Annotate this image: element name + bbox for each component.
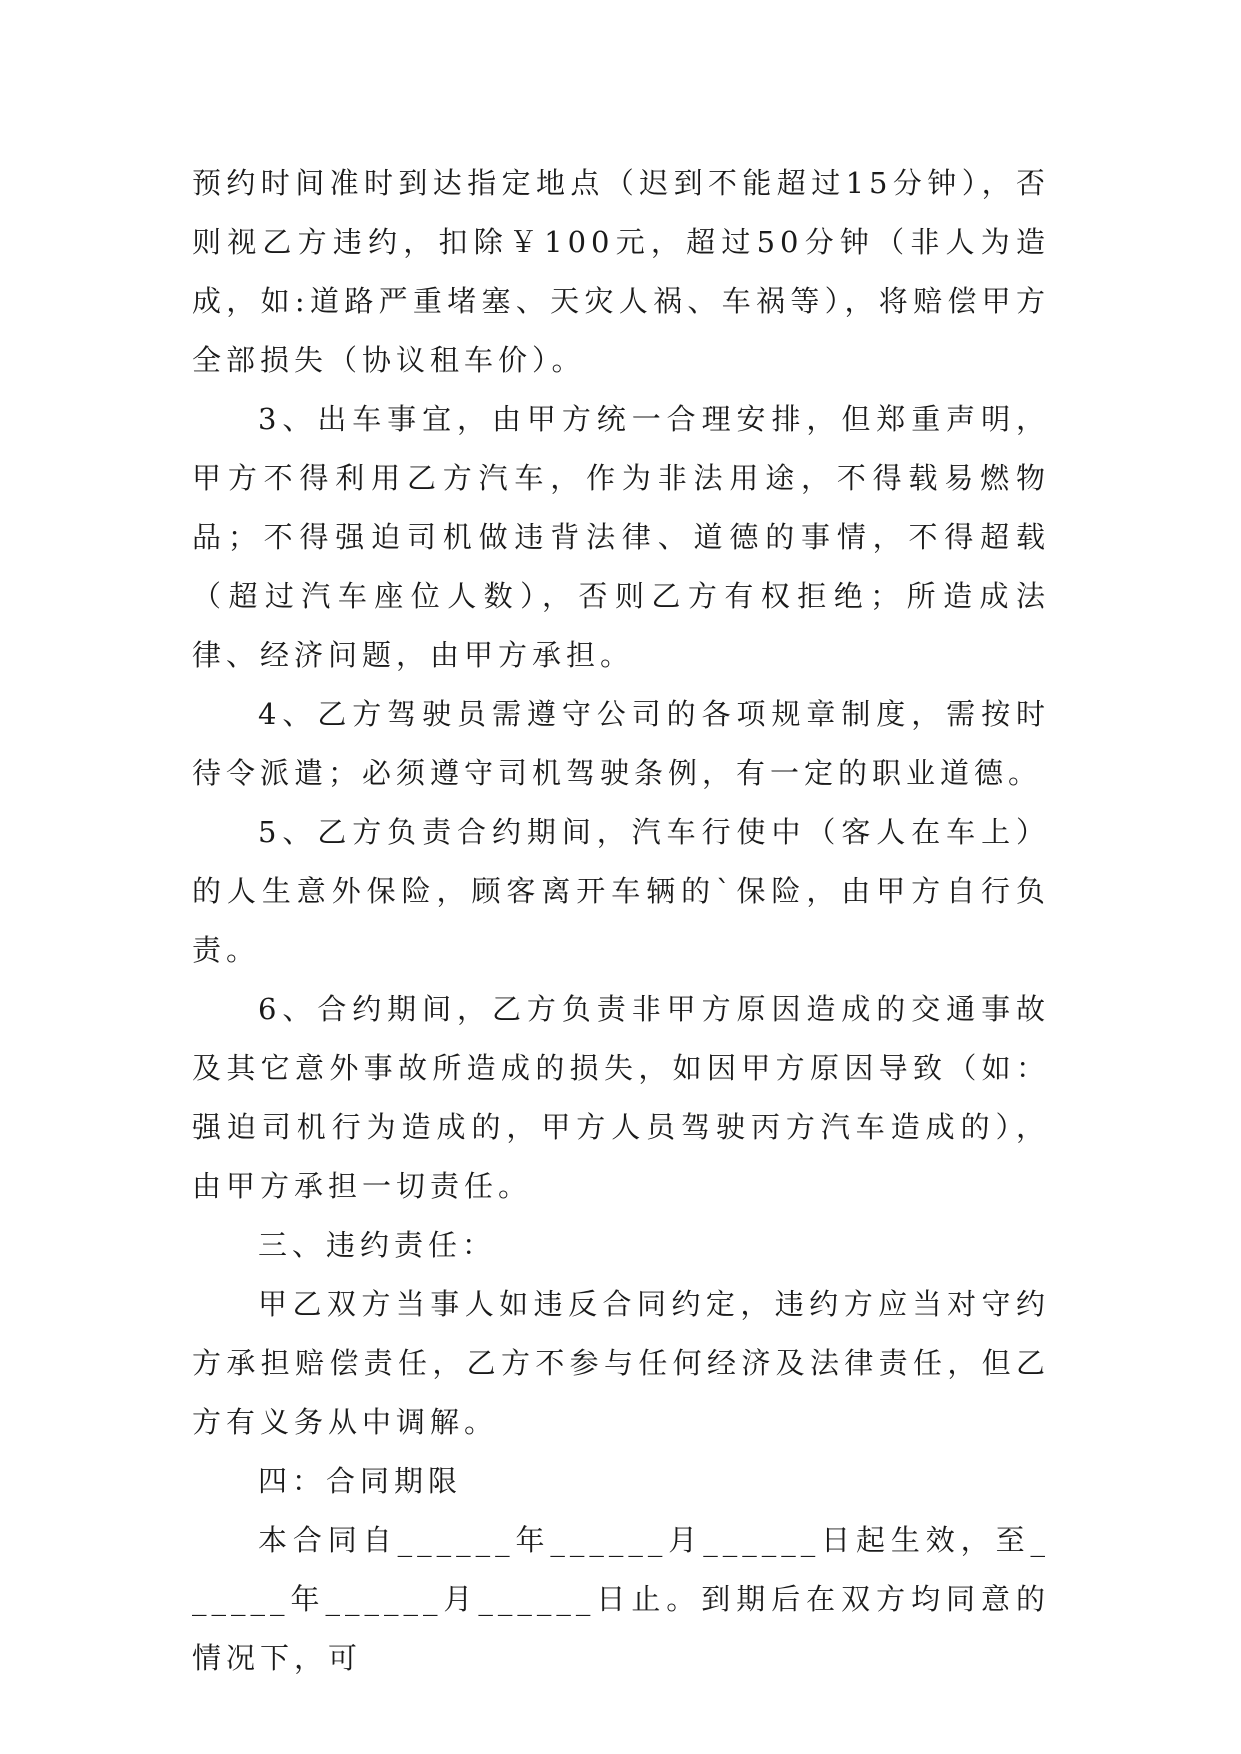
contract-term-paragraph: 本合同自______年______月______日起生效，至______年______月______日止。到期后在双方均同意的情况下，可 [192,1523,1050,1675]
clause-4: 4、乙方驾驶员需遵守公司的各项规章制度，需按时待令派遣；必须遵守司机驾驶条例，有一定的职业道德。 [192,697,1050,790]
clause-3: 3、出车事宜，由甲方统一合理安排，但郑重声明，甲方不得利用乙方汽车，作为非法用途，不得载易燃物品；不得强迫司机做违背法律、道德的事情，不得超载（超过汽车座位人数），否则乙方有权拒绝；所造成法律、经济问题，由甲方承担。 [192,402,1050,672]
section-heading-breach: 三、违约责任： [258,1228,497,1262]
document-body [192,154,1050,1688]
clause-6: 6、合约期间，乙方负责非甲方原因造成的交通事故及其它意外事故所造成的损失，如因甲方原因导致（如：强迫司机行为造成的，甲方人员驾驶丙方汽车造成的），由甲方承担一切责任。 [192,992,1050,1203]
clause-5: 5、乙方负责合约期间，汽车行使中（客人在车上）的人生意外保险，顾客离开车辆的`保险，由甲方自行负责。 [192,815,1050,967]
breach-liability-paragraph: 甲乙双方当事人如违反合同约定，违约方应当对守约方承担赔偿责任，乙方不参与任何经济及法律责任，但乙方有义务从中调解。 [192,1287,1050,1439]
section-heading-term: 四：合同期限 [258,1464,463,1498]
paragraph-continued: 预约时间准时到达指定地点（迟到不能超过15分钟），否则视乙方违约，扣除￥100元，超过50分钟（非人为造成，如:道路严重堵塞、天灾人祸、车祸等），将赔偿甲方全部损失（协议租车价）。 [192,166,1050,377]
